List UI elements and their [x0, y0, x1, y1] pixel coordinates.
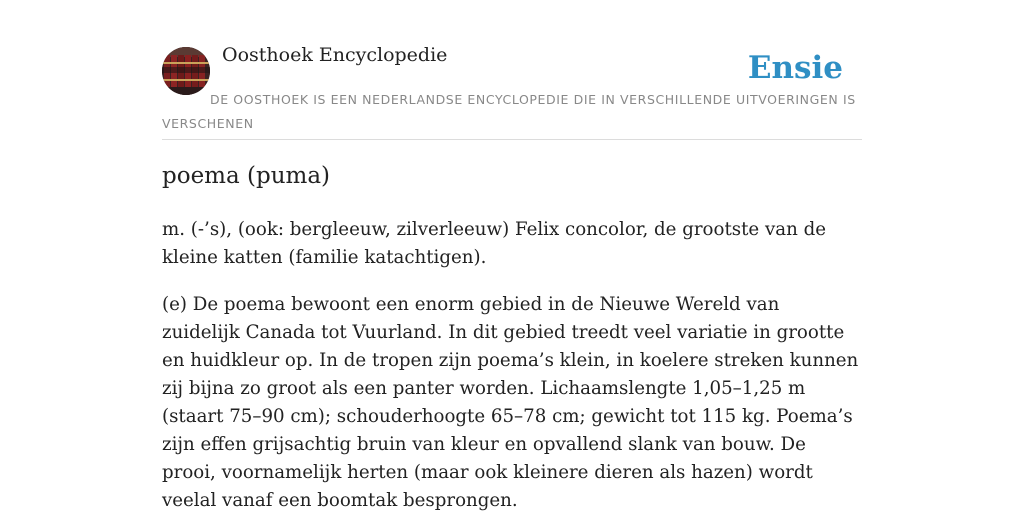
- article-paragraph-definition: m. (-’s), (ook: bergleeuw, zilverleeuw) Felix concolor, de grootste van de kleine katten (familie katachtigen).: [162, 219, 826, 268]
- site-name[interactable]: Oosthoek Encyclopedie: [222, 44, 448, 66]
- page: [162, 0, 862, 512]
- article-title: poema (puma): [162, 163, 331, 189]
- site-tagline: DE OOSTHOEK IS EEN NEDERLANDSE ENCYCLOPEDIE DIE IN VERSCHILLENDE UITVOERINGEN IS VERSCHENEN: [162, 92, 856, 131]
- site-header: [162, 0, 862, 140]
- article-paragraph-description: (e) De poema bewoont een enorm gebied in de Nieuwe Wereld van zuidelijk Canada tot Vuurland. In dit gebied treedt veel variatie in grootte en huidkleur op. In de tropen zijn poema’s klein, in koelere streken kunnen zij bijna zo groot als een panter worden. Lichaamslengte 1,05–1,25 m (staart 75–90 cm); schouderhoogte 65–78 cm; gewicht tot 115 kg. Poema’s zijn effen grijsachtig bruin van kleur en opvallend slank van bouw. De prooi, voornamelijk herten (maar ook kleinere dieren als hazen) wordt veelal vanaf een boomtak besprongen.: [162, 294, 859, 511]
- brand-logo-link[interactable]: Ensie: [747, 50, 843, 86]
